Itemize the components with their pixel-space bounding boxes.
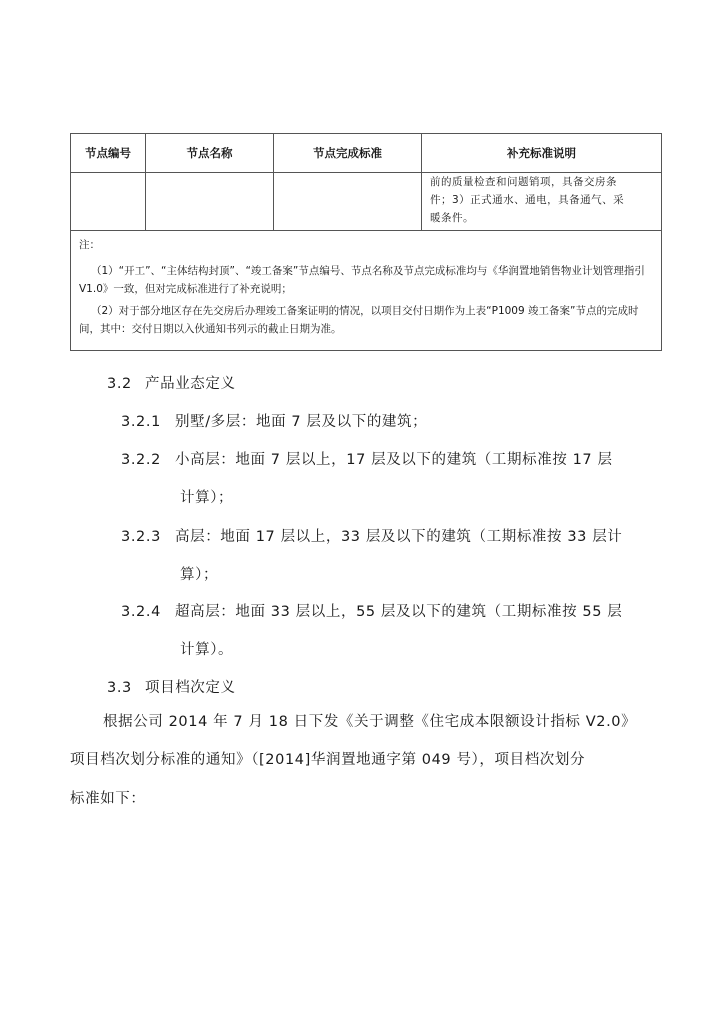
section-3-2-heading (107, 372, 236, 393)
notes-title: 注： (79, 239, 100, 251)
item-3-2-4 (121, 600, 622, 621)
section-number: 3.3 (107, 680, 132, 696)
header-node-number: 节点编号 (71, 134, 146, 172)
table-header-row (71, 134, 661, 173)
item-3-2-1 (121, 410, 427, 431)
item-number: 3.2.1 (121, 414, 161, 430)
cell-node-name (146, 172, 274, 230)
paragraph-line-3: 标准如下： (70, 791, 146, 807)
paragraph-line-1: 根据公司 2014 年 7 月 18 日下发《关于调整《住宅成本限额设计指标 V2.0》 (103, 714, 637, 730)
item-3-2-3 (121, 525, 622, 546)
paragraph-line-2: 项目档次划分标准的通知》（[2014]华润置地通字第 049 号），项目档次划分 (70, 752, 586, 768)
section-title: 项目档次定义 (145, 680, 236, 696)
header-node-standard: 节点完成标准 (274, 134, 422, 172)
item-number: 3.2.3 (121, 529, 161, 545)
supplement-line-2: 件；3）正式通水、通电，具备通气、采 (430, 194, 625, 206)
item-text: 超高层：地面 33 层以上，55 层及以下的建筑（工期标准按 55 层 (175, 604, 623, 620)
cell-supplement-note (422, 172, 661, 230)
item-3-2-2 (121, 448, 613, 469)
supplement-line-1: 前的质量检查和问题销项，具备交房条 (430, 176, 617, 188)
item-number: 3.2.2 (121, 452, 161, 468)
section-number: 3.2 (107, 376, 132, 392)
item-number: 3.2.4 (121, 604, 161, 620)
section-3-3-heading (107, 676, 236, 697)
item-3-2-3-continuation: 算）； (180, 567, 219, 583)
table-row (71, 172, 661, 231)
item-3-2-2-continuation: 计算）； (180, 490, 234, 506)
node-table (70, 133, 662, 351)
section-title: 产品业态定义 (145, 376, 236, 392)
item-text: 高层：地面 17 层以上，33 层及以下的建筑（工期标准按 33 层计 (175, 529, 623, 545)
cell-node-number (71, 172, 146, 230)
cell-node-standard (274, 172, 422, 230)
header-supplement-note: 补充标准说明 (507, 146, 576, 160)
table-notes (71, 230, 661, 350)
header-node-name: 节点名称 (146, 134, 274, 172)
note-1: （1）“开工”、“主体结构封顶”、“竣工备案”节点编号、节点名称及节点完成标准均与《华润置地销售物业计划管理指引V1.0》一致，但对完成标准进行了补充说明； (79, 265, 645, 295)
item-text: 小高层：地面 7 层以上，17 层及以下的建筑（工期标准按 17 层 (175, 452, 613, 468)
item-text: 别墅/多层：地面 7 层及以下的建筑； (175, 414, 428, 430)
item-3-2-4-continuation: 计算）。 (180, 642, 234, 658)
note-2: （2）对于部分地区存在先交房后办理竣工备案证明的情况，以项目交付日期作为上表“P1009 竣工备案”节点的完成时间，其中：交付日期以入伙通知书列示的截止日期为准。 (79, 305, 639, 335)
supplement-line-3: 暖条件。 (430, 212, 474, 224)
